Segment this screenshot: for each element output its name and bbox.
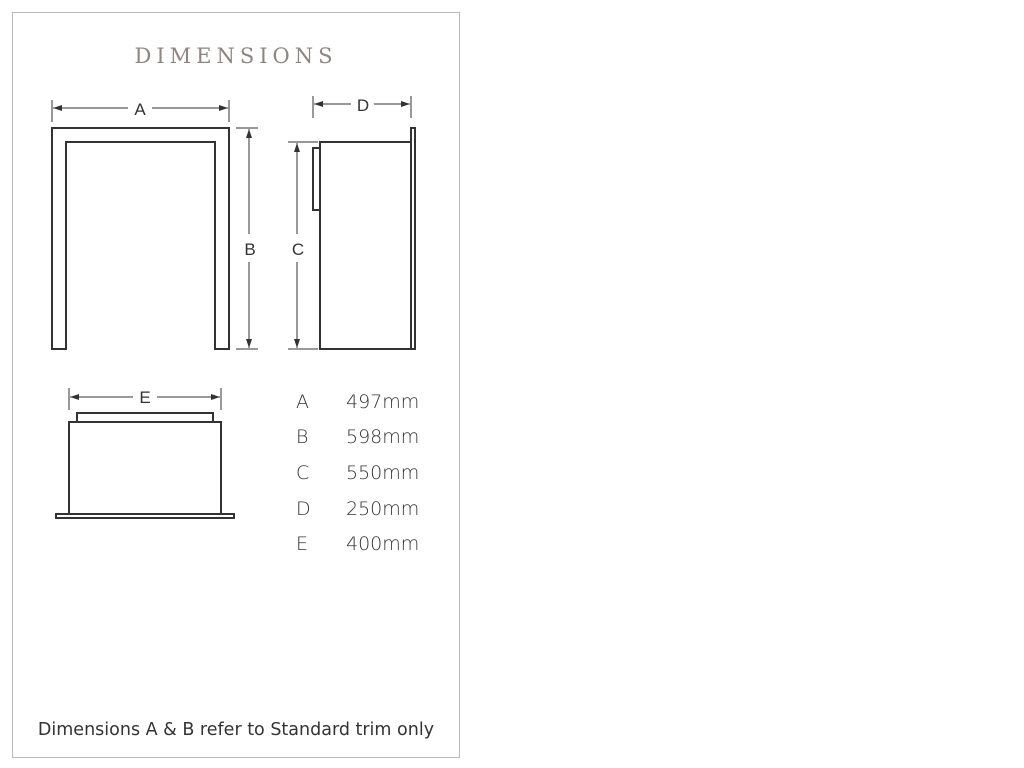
label-a: A [134,100,146,119]
label-c: C [291,240,305,259]
dimension-b-line [236,128,258,349]
dimension-key: A [296,390,309,413]
dimension-row-d [296,491,419,527]
dimension-value: 550mm [346,461,420,484]
side-view [313,128,415,349]
dimension-key: D [296,497,311,520]
dimension-key: B [296,426,309,449]
dimension-value: 250mm [346,497,420,520]
label-e: E [139,388,151,407]
footnote: Dimensions A & B refer to Standard trim only [37,720,435,740]
page-title: DIMENSIONS [134,44,338,68]
dimension-row-c [296,455,419,491]
dimension-key: C [296,461,310,484]
dimension-row-e [296,526,419,562]
front-view-trim [52,128,229,349]
label-b: B [244,240,256,259]
dimension-row-a [296,384,419,420]
dimension-key: E [296,533,309,556]
dimension-row-b [296,420,419,456]
label-d: D [356,96,370,115]
dimension-value: 400mm [346,533,420,556]
dimension-value: 497mm [346,390,420,413]
dimensions-table [296,384,419,562]
dimension-value: 598mm [346,426,420,449]
top-view [56,413,234,518]
